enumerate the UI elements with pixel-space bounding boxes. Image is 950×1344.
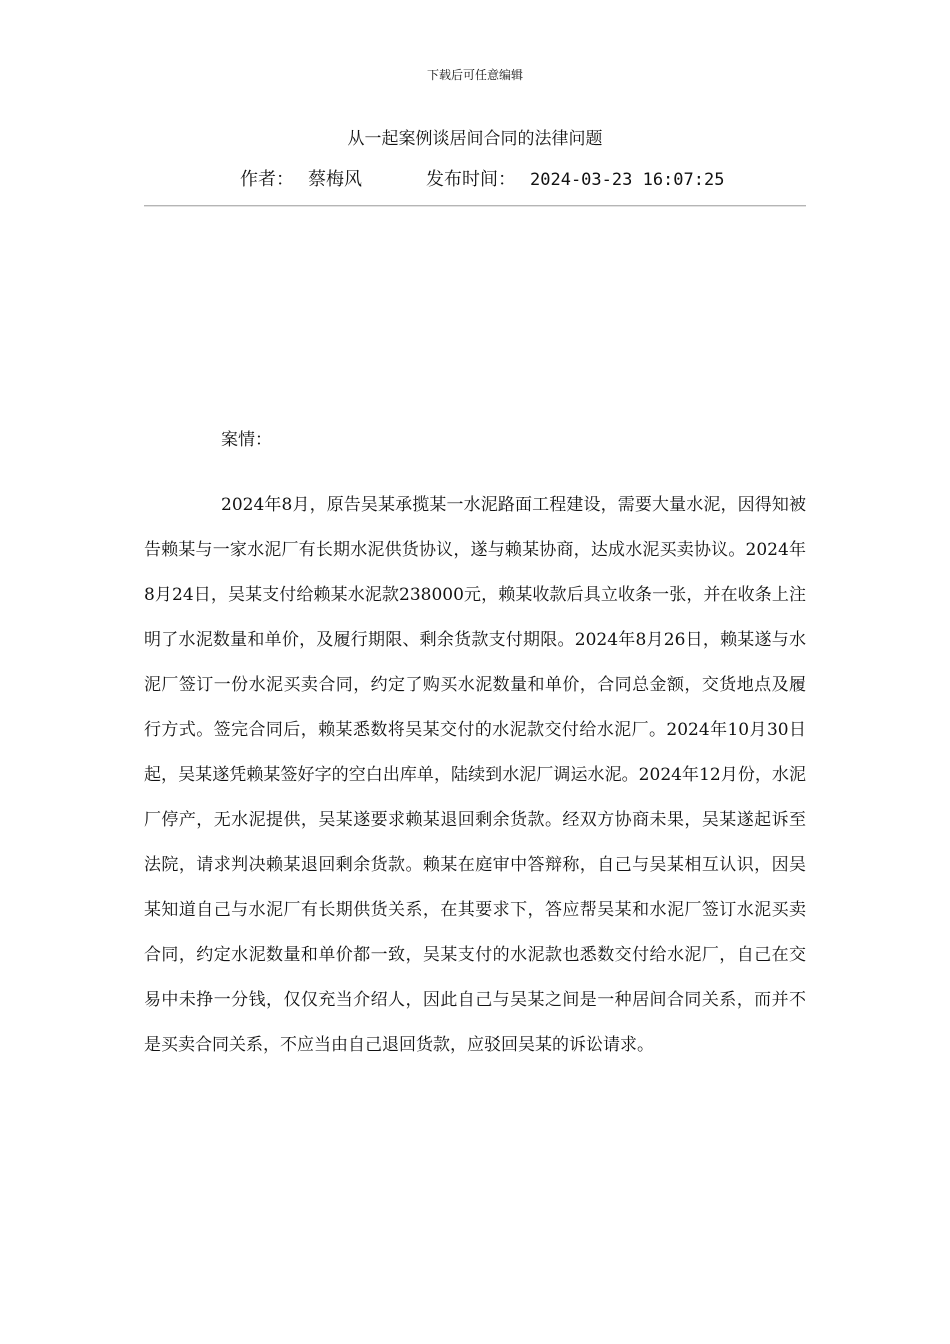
section-heading: 案情：: [221, 430, 272, 450]
header-note: 下载后可任意编辑: [426, 68, 523, 82]
publish-time-value: 2024-03-23 16:07:25: [530, 170, 725, 190]
publish-time-label: 发布时间：: [426, 169, 516, 190]
author-name: 蔡梅风: [308, 169, 362, 190]
article-meta: [240, 165, 724, 191]
article-title: 从一起案例谈居间合同的法律问题: [347, 129, 603, 149]
header-divider: [144, 205, 806, 207]
author-label: 作者：: [240, 169, 294, 190]
case-paragraph: 2024年8月，原告吴某承揽某一水泥路面工程建设，需要大量水泥，因得知被告赖某与一家水泥厂有长期水泥供货协议，遂与赖某协商，达成水泥买卖协议。2024年8月24日，吴某支付给赖某水泥款238000元，赖某收款后具立收条一张，并在收条上注明了水泥数量和单价，及履行期限、剩余货款支付期限。2024年8月26日，赖某遂与水泥厂签订一份水泥买卖合同，约定了购买水泥数量和单价，合同总金额，交货地点及履行方式。签完合同后，赖某悉数将吴某交付的水泥款交付给水泥厂。2024年10月30日起，吴某遂凭赖某签好字的空白出库单，陆续到水泥厂调运水泥。2024年12月份，水泥厂停产，无水泥提供，吴某遂要求赖某退回剩余货款。经双方协商未果，吴某遂起诉至法院，请求判决赖某退回剩余货款。赖某在庭审中答辩称，自己与吴某相互认识，因吴某知道自己与水泥厂有长期供货关系，在其要求下，答应帮吴某和水泥厂签订水泥买卖合同，约定水泥数量和单价都一致，吴某支付的水泥款也悉数交付给水泥厂，自己在交易中未挣一分钱，仅仅充当介绍人，因此自己与吴某之间是一种居间合同关系，而并不是买卖合同关系，不应当由自己退回货款，应驳回吴某的诉讼请求。: [144, 495, 806, 1055]
